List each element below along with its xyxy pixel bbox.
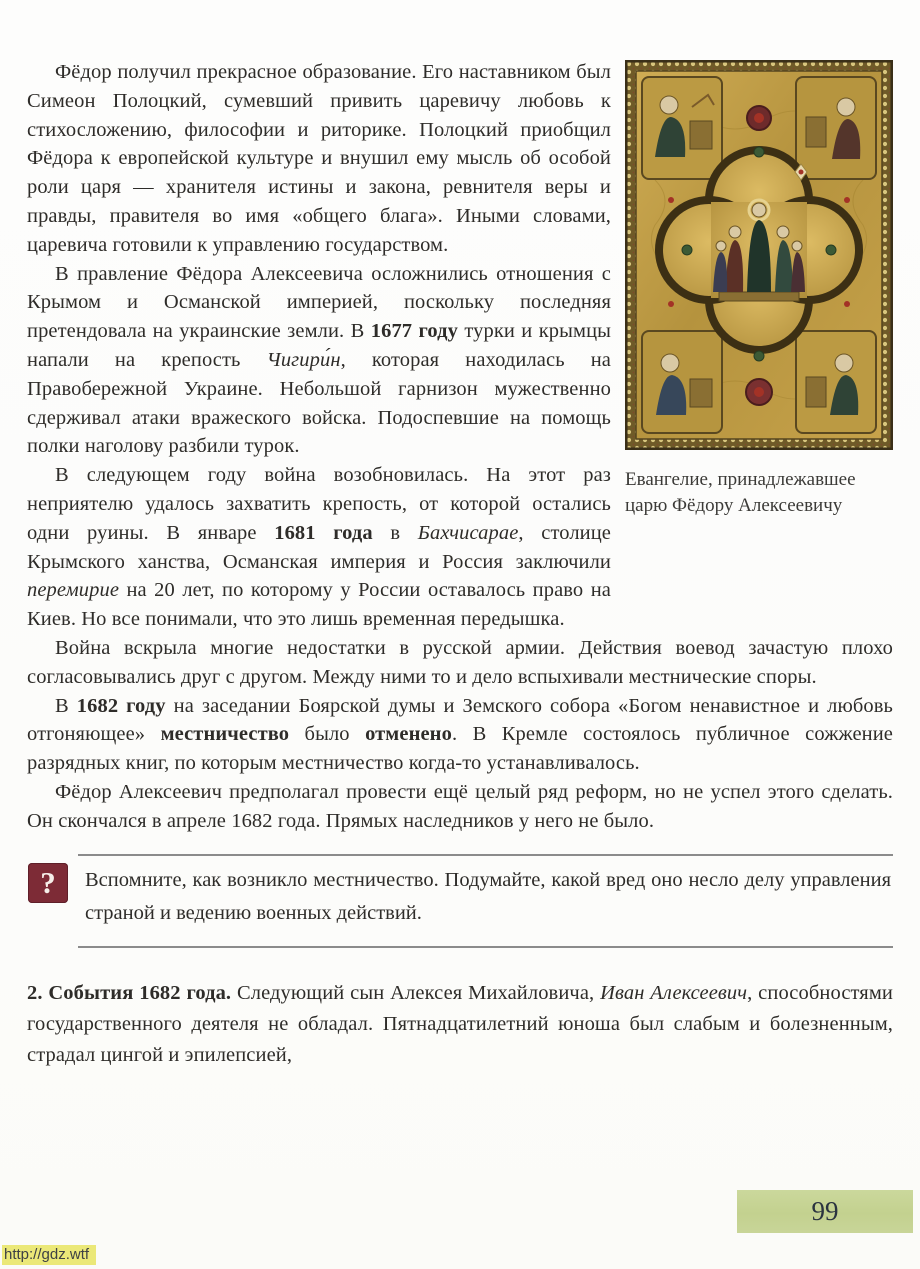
corner-scene-top-left xyxy=(642,77,722,179)
gospel-cover-image xyxy=(625,60,893,450)
paragraph-truce-1681: В следующем году война возобновилась. На этот раз неприятелю удалось захватить крепость, от которой остались одни руины. В январе 1681 года в Бахчисарае, столице Крымского ханства, Османская империя и Россия заключили перемирие на 20 лет, по которому у России оставалось право на Киев. Но все понимали, что это лишь временная передышка. xyxy=(27,464,611,631)
question-box xyxy=(78,854,893,948)
section-2-paragraph: 2. События 1682 года. Следующий сын Алексея Михайловича, Иван Алексеевич, способностями государственного деятеля не обладал. Пятнадцатилетний юноша был слабым и болезненным, страдал цингой и эпилепсией, xyxy=(27,981,893,1066)
figure-gospel xyxy=(625,60,893,519)
corner-scene-bottom-left xyxy=(642,331,722,433)
page-content xyxy=(27,58,893,1071)
figure-caption: Евангелие, принадлежавшее царю Фёдору Алексеевичу xyxy=(625,469,856,516)
paragraph-crimea-war: В правление Фёдора Алексеевича осложнились отношения с Крымом и Османской империей, поскольку последняя претендовала на украинские земли. В 1677 году турки и крымцы напали на крепость Чигири́н, которая находилась на Правобережной Украине. Небольшой гарнизон мужественно сдерживал атаки вражеского войска. Подоспевшие на помощь полки наголову разбили турок. xyxy=(27,262,612,458)
corner-scene-bottom-right xyxy=(796,331,876,433)
paragraph-army-flaws: Война вскрыла многие недостатки в русской армии. Действия воевод зачастую плохо согласовывались друг с другом. Между ними то и дело вспыхивали местнические споры. xyxy=(27,636,893,688)
paragraph-mestnichestvo-abolished: В 1682 году на заседании Боярской думы и Земского собора «Богом ненавистное и любовь отгоняющее» местничество было отменено. В Кремле состоялось публичное сожжение разрядных книг, по которым местничество когда-то устанавливалось. xyxy=(27,694,894,775)
paragraph-education: Фёдор получил прекрасное образование. Его наставником был Симеон Полоцкий, сумевший привить царевичу любовь к стихосложению, философии и риторике. Полоцкий приобщил Фёдора к европейской культуре и внушил ему мысль об особой роли царя — хранителя истины и закона, ревнителя веры и правды, правителя во имя «общего блага». Иными словами, царевича готовили к управлению государством. xyxy=(27,61,611,256)
question-mark-icon: ? xyxy=(28,863,68,903)
watermark: http://gdz.wtf xyxy=(2,1245,96,1265)
paragraph-fedor-death: Фёдор Алексеевич предполагал провести ещё целый ряд реформ, но не успел этого сделать. Он скончался в апреле 1682 года. Прямых наследников у него не было. xyxy=(27,780,893,832)
page-number-band xyxy=(737,1190,913,1233)
question-block xyxy=(27,854,893,948)
page-number: 99 xyxy=(811,1196,839,1226)
corner-scene-top-right xyxy=(796,77,876,179)
question-text: Вспомните, как возникло местничество. Подумайте, какой вред оно несло делу управления страной и ведению военных действий. xyxy=(85,868,891,924)
